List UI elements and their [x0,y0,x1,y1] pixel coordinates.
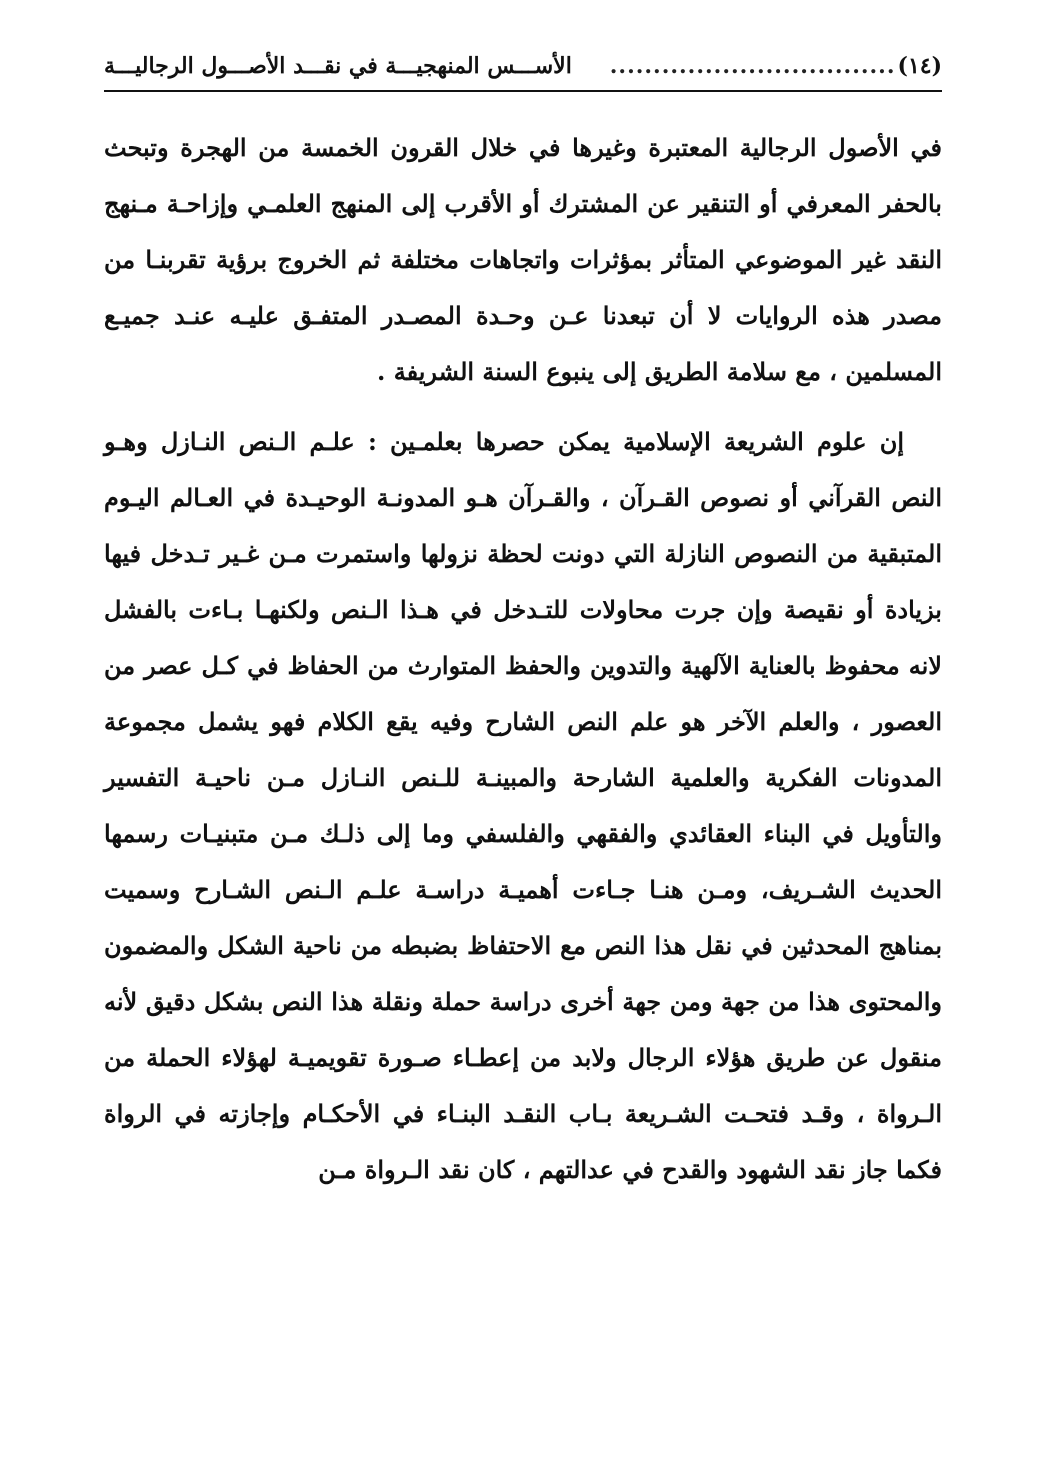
running-title: الأســـس المنهجيـــة في نقـــد الأصـــول الرجاليـــة [104,53,572,79]
paragraph-1: في الأصول الرجالية المعتبرة وغيرها في خلال القرون الخمسة من الهجرة وتبحث بالحفر المعرفي أو التنقير عن المشترك أو الأقرب إلى المنهج العلمـي وإزاحـة مـنهج النقد غير الموضوعي المتأثر بمؤثرات واتجاهات مختلفة ثم الخروج برؤية تقربنـا من مصدر هذه الروايات لا أن تبعدنا عـن وحـدة المصـدر المتفـق عليـه عنـد جميـع المسلمين ، مع سلامة الطريق إلى ينبوع السنة الشريفة . [104,133,942,386]
paragraph-2: إن علوم الشريعة الإسلامية يمكن حصرها بعلمـين : علـم الـنص النـازل وهـو النص القرآني أو نصوص القـرآن ، والقـرآن هـو المدونـة الوحيـدة في العـالم اليـوم المتبقية من النصوص النازلة التي دونت لحظة نزولها واستمرت مـن غـير تـدخل فيها بزيادة أو نقيصة وإن جرت محاولات للتـدخل في هـذا الـنص ولكنهـا بـاءت بالفشل لانه محفوظ بالعناية الآلهية والتدوين والحفظ المتوارث من الحفاظ في كـل عصر من العصور ، والعلم الآخر هو علم النص الشارح وفيه يقع الكلام فهو يشمل مجموعة المدونات الفكرية والعلمية الشارحة والمبينـة للـنص النـازل مـن ناحيـة التفسير والتأويل في البناء العقائدي والفقهي والفلسفي وما إلى ذلـك مـن متبنيـات رسمها الحديث الشـريف، ومـن هنـا جـاءت أهميـة دراسـة علـم الـنص الشـارح وسميت بمناهج المحدثين في نقل هذا النص مع الاحتفاظ بضبطه من ناحية الشكل والمضمون والمحتوى هذا من جهة ومن جهة أخرى دراسة حملة ونقلة هذا النص بشكل دقيق لأنه منقول عن طريق هؤلاء الرجال ولابد من إعطـاء صـورة تقويميـة لهؤلاء الحملة من الـرواة ، وقـد فتحـت الشـريعة بـاب النقـد البنـاء في الأحكـام وإجازته في الرواة فكما جاز نقد الشهود والقدح في عدالتهم ، كان نقد الـرواة مـن [104,427,942,1184]
header-divider [104,90,942,92]
header-leader-dots: ................................. [609,53,896,79]
running-header [104,48,942,84]
body-text [104,120,942,1198]
page-number: (١٤) [897,53,942,79]
